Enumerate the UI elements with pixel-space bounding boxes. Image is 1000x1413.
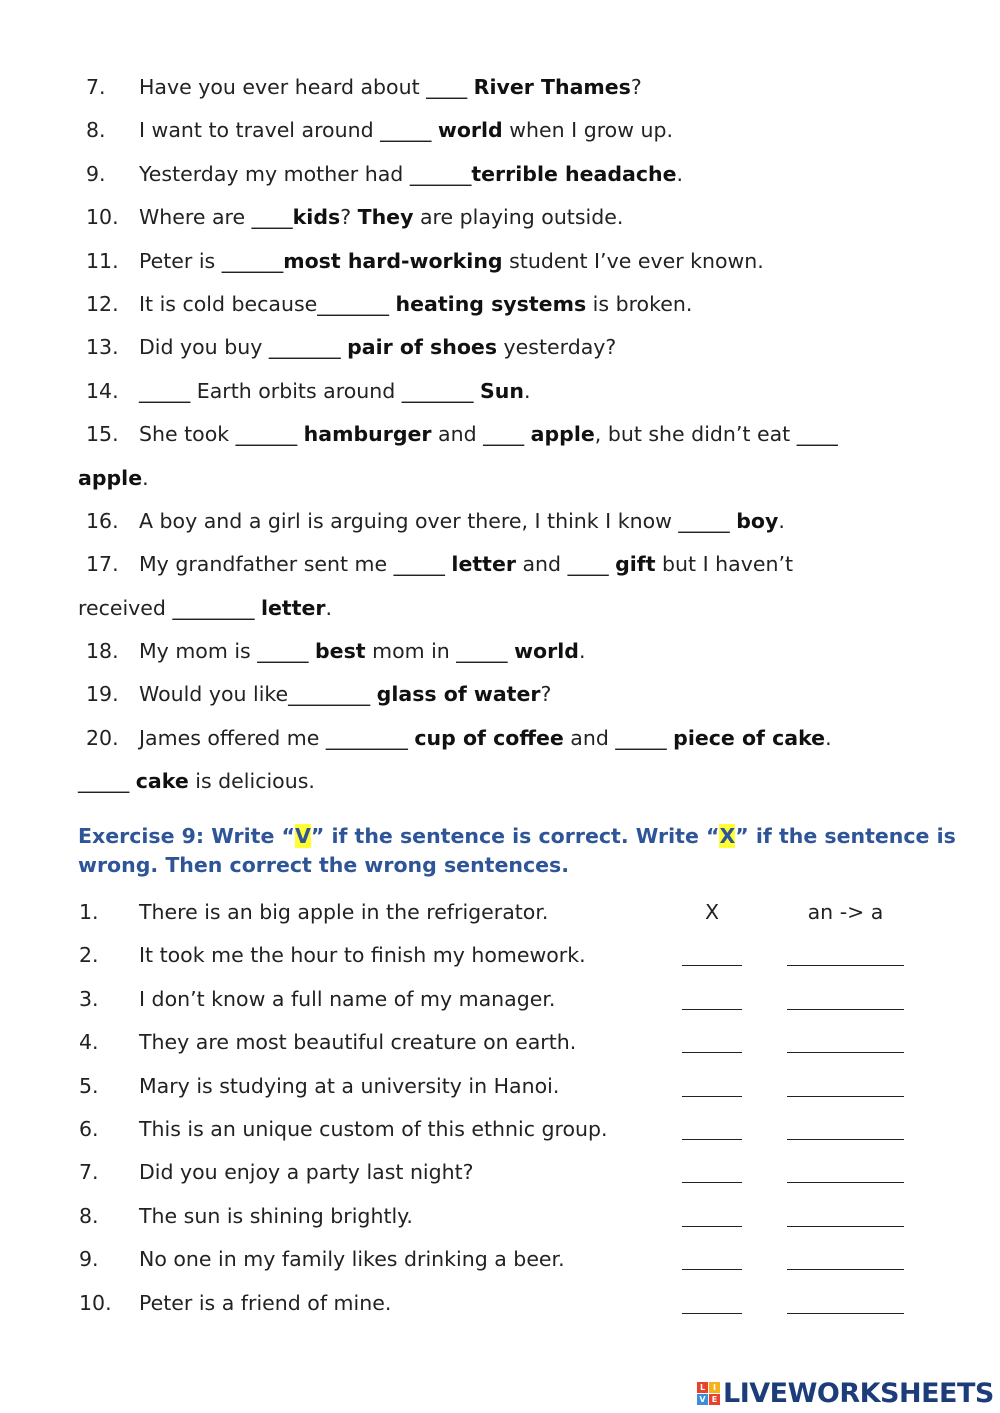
item-text: There is an big apple in the refrigerator. <box>139 900 549 924</box>
exercise-item <box>0 978 1000 1021</box>
item-number: 8. <box>86 118 106 143</box>
item-number: 13. <box>86 335 119 360</box>
item-number: 11. <box>86 248 119 273</box>
text-segment: ? <box>630 75 642 99</box>
correction-blank[interactable] <box>787 1096 904 1097</box>
exercise-item <box>0 1238 1000 1281</box>
keyword: boy <box>736 508 779 533</box>
item-text <box>139 370 531 413</box>
text-segment: . <box>578 639 586 664</box>
text-segment: and _____ <box>563 725 674 750</box>
item-text <box>139 283 692 326</box>
text-segment: Where are ____ <box>139 205 293 230</box>
exercise-item <box>0 326 1000 369</box>
text-segment: is delicious. <box>188 769 315 794</box>
keyword: letter <box>260 595 326 620</box>
logo-text: LIVEWORKSHEETS <box>723 1378 994 1409</box>
answer-blank[interactable] <box>682 1009 742 1010</box>
item-number: 6. <box>79 1116 99 1141</box>
exercise-item <box>0 891 1000 934</box>
text-segment: Would you like________ <box>139 682 377 707</box>
item-text: This is an unique custom of this ethnic group. <box>139 1116 608 1141</box>
text-segment: It is cold because_______ <box>139 291 396 316</box>
item-number: 19. <box>86 682 119 707</box>
text-segment: I want to travel around _____ <box>139 118 438 143</box>
exercise-item <box>0 717 1000 760</box>
keyword: best <box>315 639 366 664</box>
item-text <box>78 587 332 630</box>
exercise-item <box>0 1151 1000 1194</box>
exercise-item <box>0 1021 1000 1064</box>
exercise-item <box>0 240 1000 283</box>
keyword: River Thames <box>473 75 631 99</box>
text-segment: . <box>676 161 684 186</box>
item-text <box>139 66 642 109</box>
keyword: terrible headache <box>471 161 677 186</box>
exercise-item <box>0 66 1000 109</box>
exercise-item <box>0 630 1000 673</box>
exercise-item <box>0 1195 1000 1238</box>
keyword: Sun <box>480 378 524 403</box>
item-text <box>139 673 551 716</box>
keyword: pair of shoes <box>347 335 498 360</box>
keyword: world <box>437 118 503 143</box>
correction-blank[interactable] <box>787 1182 904 1183</box>
item-text <box>139 500 785 543</box>
correction-blank[interactable] <box>787 965 904 966</box>
answer-blank[interactable] <box>682 1096 742 1097</box>
item-number: 17. <box>86 552 119 577</box>
item-text: Did you enjoy a party last night? <box>139 1160 474 1185</box>
item-text: It took me the hour to finish my homework. <box>139 943 586 968</box>
badge-letter: E <box>709 1394 720 1405</box>
item-text <box>139 153 683 196</box>
item-number: 18. <box>86 639 119 664</box>
correction-blank[interactable] <box>787 1269 904 1270</box>
text-segment: . <box>325 595 333 620</box>
exercise-item <box>0 543 1000 586</box>
exercise-item <box>0 370 1000 413</box>
item-number: 20. <box>86 725 119 750</box>
text-segment: when I grow up. <box>502 118 674 143</box>
text-segment: _____ <box>78 769 136 794</box>
item-text <box>139 196 623 239</box>
item-number: 7. <box>79 1160 99 1185</box>
text-segment: . <box>825 725 832 750</box>
exercise-item <box>0 1282 1000 1325</box>
text-segment: , but she didn’t eat ____ <box>594 422 838 447</box>
item-text <box>139 109 673 152</box>
badge-letter: I <box>709 1382 720 1393</box>
item-text <box>139 543 793 586</box>
correction-blank[interactable] <box>787 1313 904 1314</box>
keyword: apple <box>78 465 143 490</box>
answer-blank[interactable] <box>682 1313 742 1314</box>
keyword: heating systems <box>395 291 587 316</box>
exercise-item-continuation <box>0 760 1000 803</box>
item-text: I don’t know a full name of my manager. <box>139 986 556 1011</box>
item-number: 7. <box>86 75 106 99</box>
text-segment: . <box>142 465 149 490</box>
item-text <box>139 717 832 760</box>
keyword: kids <box>292 205 341 230</box>
text-segment: A boy and a girl is arguing over there, I think I know _____ <box>139 508 737 533</box>
answer-blank[interactable] <box>682 1139 742 1140</box>
heading-text: Exercise 9: Write “ <box>78 824 295 848</box>
answer-blank[interactable] <box>682 1182 742 1183</box>
text-segment: Have you ever heard about ____ <box>139 75 474 99</box>
item-number: 15. <box>86 422 119 447</box>
item-number: 10. <box>79 1290 112 1315</box>
item-number: 12. <box>86 291 119 316</box>
item-text <box>78 457 149 500</box>
item-text: The sun is shining brightly. <box>139 1203 413 1228</box>
item-number: 3. <box>79 986 99 1011</box>
item-text <box>139 240 764 283</box>
item-text: No one in my family likes drinking a beer. <box>139 1247 565 1272</box>
exercise-item <box>0 1065 1000 1108</box>
item-number: 9. <box>86 161 106 186</box>
text-segment: Yesterday my mother had ______ <box>139 161 472 186</box>
text-segment: and ____ <box>515 552 616 577</box>
item-number: 16. <box>86 508 119 533</box>
text-segment: James offered me ________ <box>139 725 415 750</box>
item-number: 9. <box>79 1247 99 1272</box>
answer-blank[interactable] <box>682 1226 742 1227</box>
item-number: 10. <box>86 205 119 230</box>
text-segment: ? <box>540 682 552 707</box>
exercise-item <box>0 934 1000 977</box>
item-text <box>139 413 838 456</box>
exercise-9-heading <box>78 822 958 880</box>
keyword: cake <box>135 769 189 794</box>
text-segment: . <box>524 378 531 403</box>
keyword: hamburger <box>303 422 432 447</box>
exercise-item <box>0 500 1000 543</box>
text-segment: mom in _____ <box>365 639 515 664</box>
correction-blank[interactable] <box>787 1009 904 1010</box>
exercise-item <box>0 673 1000 716</box>
item-text <box>78 760 315 803</box>
exercise-item <box>0 413 1000 456</box>
exercise-item <box>0 196 1000 239</box>
exercise-item <box>0 1108 1000 1151</box>
keyword: piece of cake <box>673 725 826 750</box>
text-segment: but I haven’t <box>655 552 793 577</box>
item-number: 2. <box>79 943 99 968</box>
highlight-v: V <box>294 824 311 848</box>
item-text: They are most beautiful creature on earth. <box>139 1030 577 1055</box>
text-segment: Did you buy _______ <box>139 335 348 360</box>
text-segment: . <box>778 508 785 533</box>
keyword: apple <box>530 422 595 447</box>
keyword: cup of coffee <box>414 725 564 750</box>
text-segment: yesterday? <box>497 335 617 360</box>
exercise-9-list <box>0 891 1000 1325</box>
text-segment: My mom is _____ <box>139 639 315 664</box>
answer-blank[interactable] <box>682 965 742 966</box>
text-segment: is broken. <box>586 291 693 316</box>
answer-field[interactable]: X <box>704 900 720 924</box>
keyword: world <box>514 639 579 664</box>
correction-blank[interactable] <box>787 1139 904 1140</box>
logo-badge-icon <box>697 1382 720 1405</box>
exercise-item <box>0 153 1000 196</box>
keyword: letter <box>451 552 516 577</box>
text-segment: Peter is ______ <box>139 248 284 273</box>
item-text <box>139 630 585 673</box>
text-segment: _____ Earth orbits around _______ <box>139 378 481 403</box>
item-number: 5. <box>79 1073 99 1098</box>
keyword: most hard-working <box>283 248 503 273</box>
keyword: glass of water <box>376 682 541 707</box>
liveworksheets-logo <box>697 1378 994 1409</box>
item-number: 14. <box>86 378 119 403</box>
highlight-x: X <box>719 824 736 848</box>
text-segment: student I’ve ever known. <box>502 248 764 273</box>
badge-letter: V <box>697 1394 708 1405</box>
badge-letter: L <box>697 1382 708 1393</box>
exercise-item-continuation <box>0 587 1000 630</box>
text-segment: She took ______ <box>139 422 304 447</box>
exercise-item <box>0 109 1000 152</box>
text-segment: My grandfather sent me _____ <box>139 552 452 577</box>
answer-blank[interactable] <box>682 1052 742 1053</box>
heading-text: ” if the sentence is wrong. Then correct the wrong sentences. <box>78 824 956 877</box>
answer-blank[interactable] <box>682 1269 742 1270</box>
text-segment: are playing outside. <box>413 205 624 230</box>
exercise-8-list <box>0 66 1000 804</box>
keyword: gift <box>615 552 656 577</box>
exercise-item <box>0 283 1000 326</box>
correction-blank[interactable] <box>787 1226 904 1227</box>
text-segment: and ____ <box>431 422 531 447</box>
text-segment: ? <box>340 205 358 230</box>
item-text <box>139 326 616 369</box>
correction-field[interactable]: an -> a <box>807 900 884 924</box>
correction-blank[interactable] <box>787 1052 904 1053</box>
item-text: Mary is studying at a university in Hanoi. <box>139 1073 560 1098</box>
item-text: Peter is a friend of mine. <box>139 1290 392 1315</box>
exercise-item-continuation <box>0 457 1000 500</box>
item-number: 4. <box>79 1030 99 1055</box>
keyword: They <box>357 205 414 230</box>
text-segment: received ________ <box>78 595 261 620</box>
heading-text: ” if the sentence is correct. Write “ <box>310 824 720 848</box>
item-number: 8. <box>79 1203 99 1228</box>
item-number: 1. <box>79 900 99 924</box>
